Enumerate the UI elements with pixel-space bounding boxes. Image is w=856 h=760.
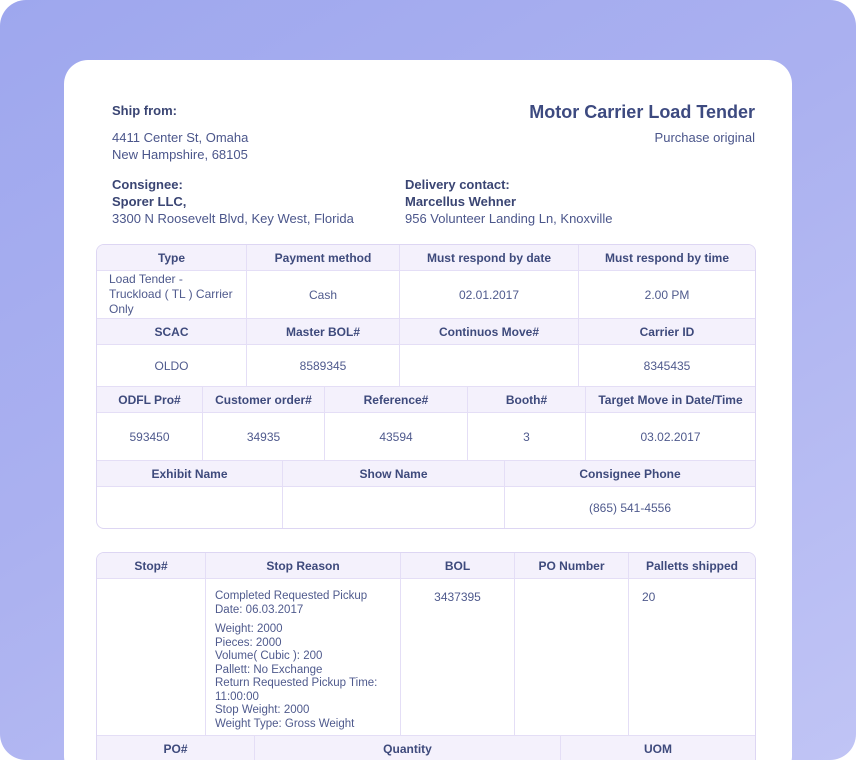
line-items-header-row [97, 735, 755, 760]
stop-reason-stop-weight: Stop Weight: 2000 [215, 704, 310, 716]
type-value-row [97, 270, 755, 318]
show-name-header-cell: Show Name [282, 461, 504, 486]
respond-date-header-cell: Must respond by date [399, 245, 578, 270]
continuous-move-header-cell: Continuos Move# [399, 319, 578, 344]
booth-header-cell: Booth# [467, 387, 585, 412]
exhibit-value-row [97, 486, 755, 528]
ship-from-label: Ship from: [112, 103, 177, 118]
consignee-label: Consignee: [112, 177, 183, 192]
title-block [529, 102, 755, 145]
stop-reason-pieces: Pieces: 2000 [215, 636, 282, 649]
type-header-cell: Type [97, 245, 246, 270]
delivery-contact-block [405, 176, 612, 227]
reference-header-row [97, 386, 755, 412]
delivery-contact-label: Delivery contact: [405, 177, 510, 192]
exhibit-header-row [97, 460, 755, 486]
quantity-header-cell: Quantity [254, 736, 560, 760]
consignee-block [112, 176, 405, 227]
po-number-header-cell: PO Number [514, 553, 628, 578]
delivery-contact-name: Marcellus Wehner [405, 194, 517, 209]
target-move-value-cell: 03.02.2017 [585, 413, 755, 460]
master-bol-header-cell: Master BOL# [246, 319, 399, 344]
odfl-pro-header-cell: ODFL Pro# [97, 387, 202, 412]
respond-time-value-cell: 2.00 PM [578, 271, 755, 318]
exhibit-name-value-cell [97, 487, 282, 528]
document-title: Motor Carrier Load Tender [529, 102, 755, 122]
exhibit-name-header-cell: Exhibit Name [97, 461, 282, 486]
stops-header-row [97, 553, 755, 578]
stop-row [97, 578, 755, 735]
carrier-id-value-cell: 8345435 [578, 345, 755, 386]
ship-from-address-line1: 4411 Center St, Omaha [112, 130, 249, 145]
type-value-cell: Load Tender - Truckload ( TL ) Carrier Only [109, 272, 233, 316]
bol-header-cell: BOL [400, 553, 514, 578]
stops-table [96, 552, 756, 760]
document-card [64, 60, 792, 760]
po-number-value-cell [514, 579, 628, 735]
scac-value-row [97, 344, 755, 386]
stop-reason-intro: Completed Requested Pickup Date: 06.03.2017 [215, 590, 368, 616]
po-header-cell: PO# [97, 736, 254, 760]
scac-header-row [97, 318, 755, 344]
odfl-pro-value-cell: 593450 [129, 429, 170, 444]
master-bol-value-cell: 8589345 [246, 345, 399, 386]
stop-reason-return-time: Return Requested Pickup Time: 11:00:00 [215, 677, 378, 703]
payment-method-header-cell: Payment method [246, 245, 399, 270]
document-header [64, 60, 792, 227]
customer-order-value-cell: 34935 [202, 413, 324, 460]
palletts-shipped-value-cell: 20 [628, 579, 755, 735]
respond-date-value-cell: 02.01.2017 [399, 271, 578, 318]
stop-number-value-cell [97, 579, 205, 735]
bol-value-cell: 3437395 [400, 579, 514, 735]
reference-value-row [97, 412, 755, 460]
ship-from-address-line2: New Hampshire, 68105 [112, 147, 248, 162]
type-header-row [97, 245, 755, 270]
booth-value-cell: 3 [467, 413, 585, 460]
stop-reason-value-cell [205, 579, 400, 735]
consignee-phone-header-cell: Consignee Phone [504, 461, 755, 486]
stop-reason-weight: Weight: 2000 [215, 623, 283, 635]
respond-time-header-cell: Must respond by time [578, 245, 755, 270]
document-subtitle: Purchase original [654, 130, 755, 145]
customer-order-header-cell: Customer order# [202, 387, 324, 412]
show-name-value-cell [282, 487, 504, 528]
continuous-move-value-cell [399, 345, 578, 386]
carrier-id-header-cell: Carrier ID [578, 319, 755, 344]
load-summary-table [96, 244, 756, 529]
consignee-address: 3300 N Roosevelt Blvd, Key West, Florida [112, 211, 354, 226]
stop-reason-pallett: Pallett: No Exchange [215, 663, 323, 676]
reference-header-cell: Reference# [324, 387, 467, 412]
payment-method-value-cell: Cash [246, 271, 399, 318]
scac-value-cell: OLDO [154, 358, 189, 373]
palletts-shipped-header-cell: Palletts shipped [628, 553, 755, 578]
ship-from-block [112, 102, 248, 163]
stop-reason-header-cell: Stop Reason [205, 553, 400, 578]
scac-header-cell: SCAC [97, 319, 246, 344]
target-move-header-cell: Target Move in Date/Time [585, 387, 755, 412]
stop-number-header-cell: Stop# [97, 553, 205, 578]
stop-reason-volume: Volume( Cubic ): 200 [215, 650, 323, 662]
consignee-name: Sporer LLC, [112, 194, 187, 209]
consignee-phone-value-cell: (865) 541-4556 [504, 487, 755, 528]
uom-header-cell: UOM [560, 736, 755, 760]
delivery-contact-address: 956 Volunteer Landing Ln, Knoxville [405, 211, 613, 226]
stop-reason-weight-type: Weight Type: Gross Weight [215, 717, 355, 730]
reference-value-cell: 43594 [324, 413, 467, 460]
